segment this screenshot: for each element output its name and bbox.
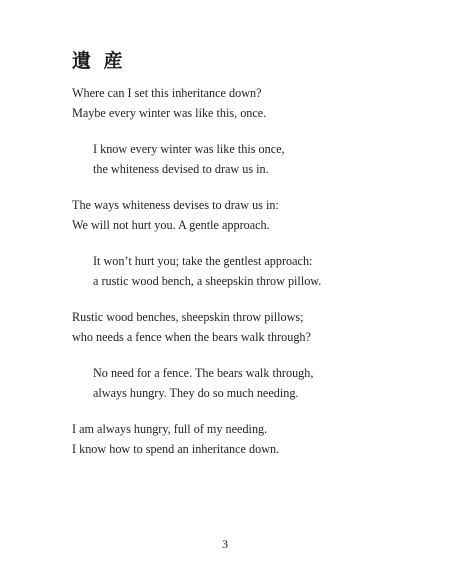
stanza-3 [72, 195, 412, 235]
poem-body [72, 83, 412, 475]
poem-line: a rustic wood bench, a sheepskin throw pillow. [93, 274, 322, 288]
poem-line: The ways whiteness devises to draw us in: [72, 198, 279, 212]
stanza-4 [72, 251, 412, 291]
stanza-5 [72, 307, 412, 347]
stanza-1 [72, 83, 412, 123]
page-number: 3 [222, 537, 228, 551]
poem-line: It won’t hurt you; take the gentlest approach: [93, 254, 313, 268]
stanza-6 [72, 363, 412, 403]
stanza-7 [72, 419, 412, 459]
poem-line: I know how to spend an inheritance down. [72, 442, 280, 456]
poem-line: who needs a fence when the bears walk through? [72, 330, 311, 344]
stanza-2 [72, 139, 412, 179]
poem-line: I am always hungry, full of my needing. [72, 422, 268, 436]
poem-line: the whiteness devised to draw us in. [93, 162, 269, 176]
poem-title: 遺 産 [72, 50, 126, 72]
poem-line: always hungry. They do so much needing. [93, 386, 299, 400]
poem-line: Maybe every winter was like this, once. [72, 106, 267, 120]
poem-line: We will not hurt you. A gentle approach. [72, 218, 270, 232]
poem-line: Where can I set this inheritance down? [72, 86, 262, 100]
poem-line: I know every winter was like this once, [93, 142, 285, 156]
poem-line: Rustic wood benches, sheepskin throw pillows; [72, 310, 304, 324]
poem-line: No need for a fence. The bears walk through, [93, 366, 314, 380]
